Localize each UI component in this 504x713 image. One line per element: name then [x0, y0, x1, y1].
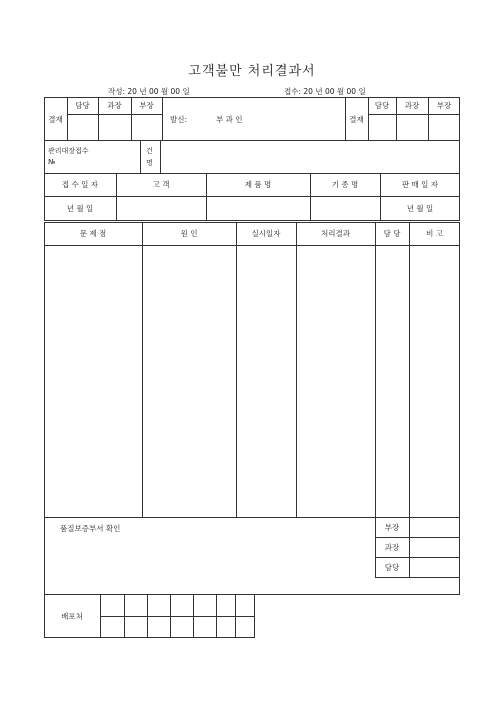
- qa-role: 담당: [384, 562, 400, 572]
- written-date: 작성: 20 년 00 월 00 일: [108, 87, 190, 96]
- table-header: 문 제 점: [79, 229, 107, 238]
- received-date: 접수: 20 년 00 월 00 일: [284, 87, 366, 96]
- approval-right-label: 결재: [349, 114, 364, 124]
- table-header: 실시일자: [251, 229, 281, 238]
- info-header: 접 수 일 자: [61, 180, 99, 189]
- subject-label-1: 건: [146, 147, 153, 155]
- table-header: 담 당: [383, 229, 401, 238]
- table-header: 비 고: [426, 229, 443, 238]
- qa-label: 품질보증부서 확인: [60, 524, 121, 533]
- table-header: 처리결과: [321, 229, 350, 238]
- sender-value: 부 과 인: [216, 115, 243, 124]
- approval-right-role: 과장: [404, 101, 420, 110]
- info-header: 제 품 명: [244, 180, 272, 189]
- table-header: 원 인: [180, 229, 198, 238]
- result-table: [44, 222, 460, 518]
- info-header: 고 객: [152, 180, 170, 189]
- receipt-no-label: №: [48, 158, 56, 166]
- info-header: 판 매 일 자: [401, 180, 439, 189]
- qa-role: 부장: [384, 522, 400, 532]
- receipt-row: [44, 140, 460, 174]
- qa-role: 과장: [384, 542, 400, 552]
- approval-left-role: 과장: [107, 101, 122, 110]
- subject-label-2: 명: [146, 159, 153, 167]
- form-title: 고객불만 처리결과서: [188, 64, 316, 79]
- approval-left-role: 담당: [75, 101, 90, 110]
- received-date-value: 년 월 일: [66, 203, 94, 213]
- sender-label: 발신:: [170, 115, 188, 124]
- sale-date-value: 년 월 일: [406, 203, 434, 213]
- distribution-label: 배포처: [61, 611, 83, 621]
- receipt-label: 관리대장접수: [48, 147, 89, 155]
- approval-right-role: 부장: [436, 101, 452, 110]
- approval-right-role: 담당: [374, 101, 390, 110]
- approval-left-role: 부장: [139, 101, 154, 110]
- approval-left-label: 결재: [48, 114, 63, 124]
- info-header: 기 종 명: [331, 180, 359, 189]
